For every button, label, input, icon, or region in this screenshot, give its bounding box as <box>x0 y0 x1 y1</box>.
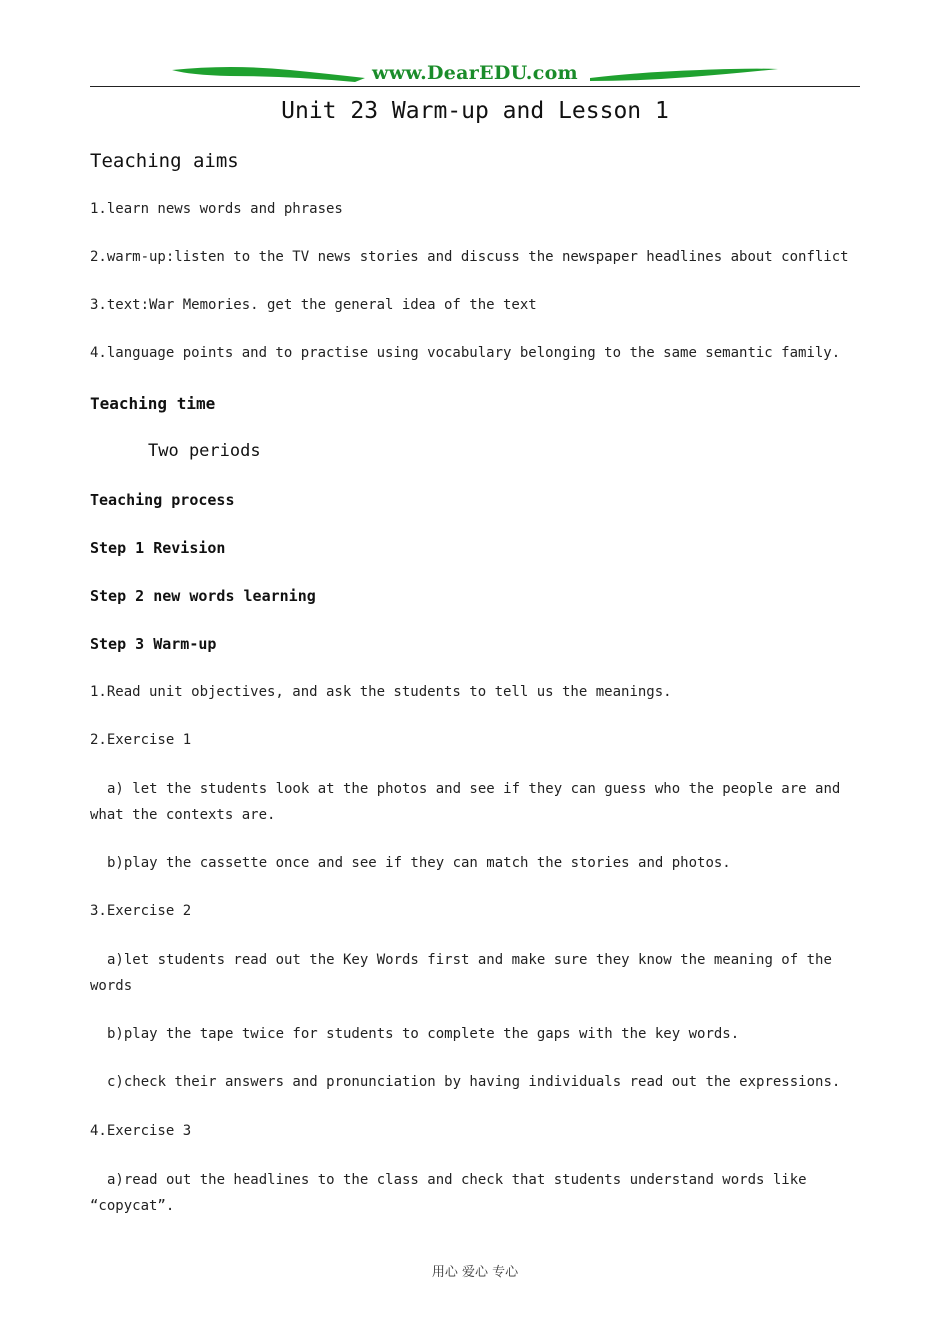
section-heading-teaching-aims: Teaching aims <box>90 150 239 172</box>
warmup-subitem: a) let the students look at the photos and see if they can guess who the people are and what the contexts are. <box>90 781 841 823</box>
aim-item: 3.text:War Memories. get the general idea of the text <box>90 297 537 313</box>
warmup-item: 1.Read unit objectives, and ask the students to tell us the meanings. <box>90 684 672 700</box>
warmup-item: 3.Exercise 2 <box>90 903 192 919</box>
section-heading-teaching-time: Teaching time <box>90 394 216 413</box>
aim-item: 1.learn news words and phrases <box>90 201 343 217</box>
warmup-subitem: b)play the tape twice for students to complete the gaps with the key words. <box>107 1026 740 1042</box>
page-footer: 用心 爱心 专心 <box>431 1265 519 1280</box>
step-heading: Step 3 Warm-up <box>90 635 217 653</box>
page-title: Unit 23 Warm-up and Lesson 1 <box>281 98 669 124</box>
warmup-subitem: a)read out the headlines to the class and check that students understand words like “copycat”. <box>90 1172 807 1214</box>
aim-item: 2.warm-up:listen to the TV news stories and discuss the newspaper headlines about conflict <box>90 249 849 265</box>
section-heading-teaching-process: Teaching process <box>90 491 235 509</box>
logo-text: www.DearEDU.com <box>372 62 578 84</box>
site-logo <box>170 60 780 90</box>
step-heading: Step 2 new words learning <box>90 587 316 605</box>
step-heading: Step 1 Revision <box>90 539 226 557</box>
warmup-subitem: a)let students read out the Key Words first and make sure they know the meaning of the words <box>90 952 832 994</box>
warmup-subitem: c)check their answers and pronunciation by having individuals read out the expressions. <box>107 1074 841 1090</box>
warmup-item: 2.Exercise 1 <box>90 732 192 748</box>
aim-item: 4.language points and to practise using vocabulary belonging to the same semantic family. <box>90 345 841 361</box>
teaching-time-value: Two periods <box>148 441 261 461</box>
warmup-subitem: b)play the cassette once and see if they can match the stories and photos. <box>107 855 731 871</box>
warmup-item: 4.Exercise 3 <box>90 1123 192 1139</box>
